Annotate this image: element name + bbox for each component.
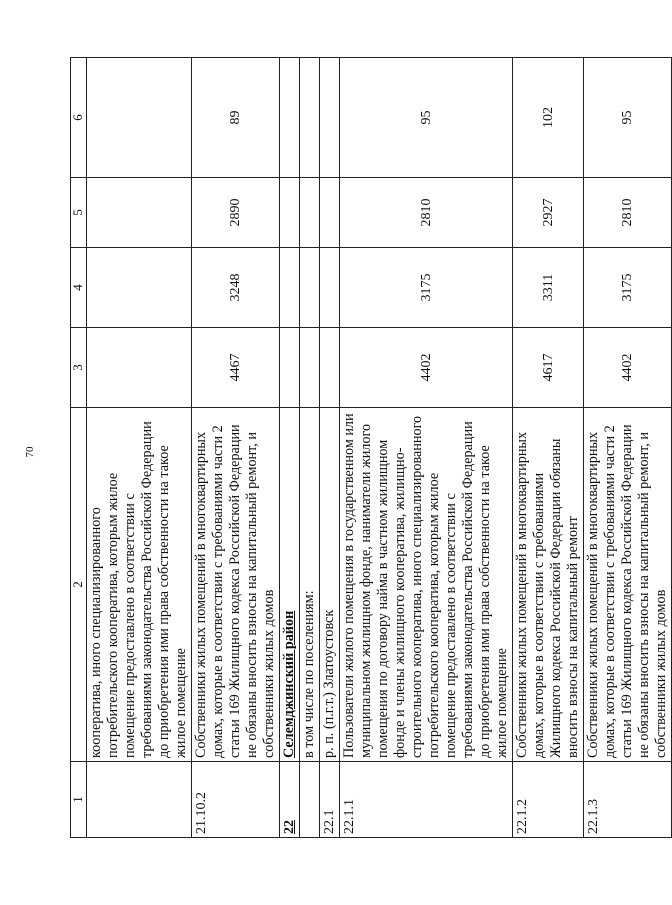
row-c3: 4402	[340, 328, 513, 408]
row-c6: 102	[513, 58, 584, 178]
row-code	[87, 762, 192, 838]
row-text: р. п. (п.г.т.) Златоустовск	[320, 408, 340, 762]
table-row	[192, 58, 280, 838]
row-text: Собственники жилых помещений в многоквартирных домах, которые в соответствии с требованиями Жилищного кодекса Российской Федерации обязаны вносить взносы на капитальный ремонт	[513, 408, 584, 762]
row-c4	[300, 248, 320, 328]
row-text: Собственники жилых помещений в многоквартирных домах, которые в соответствии с требованиями части 2 статьи 169 Жилищного кодекса Российской Федерации не обязаны вносить взносы на капитальный ремонт, и собственники жилых домов	[192, 408, 280, 762]
header-row	[71, 58, 87, 838]
row-c5	[280, 178, 300, 248]
row-c5: 2810	[584, 178, 672, 248]
row-c3: 4467	[192, 328, 280, 408]
row-c5	[87, 178, 192, 248]
row-c5	[320, 178, 340, 248]
row-code: 22.1.1	[340, 762, 513, 838]
table-row	[280, 58, 300, 838]
row-text: в том числе по поселениям:	[300, 408, 320, 762]
row-c5: 2927	[513, 178, 584, 248]
row-c3: 4402	[584, 328, 672, 408]
row-c5: 2890	[192, 178, 280, 248]
row-c5	[300, 178, 320, 248]
row-c6	[320, 58, 340, 178]
row-c6	[300, 58, 320, 178]
row-c4	[280, 248, 300, 328]
row-text: кооператива, иного специализированного потребительского кооператива, которым жилое помещение предоставлено в соответствии с требованиями законодательства Российской Федерации до приобретения ими права собственности на такое жилое помещение	[87, 408, 192, 762]
row-c3	[280, 328, 300, 408]
row-code: 22.1.3	[584, 762, 672, 838]
table-row	[87, 58, 192, 838]
tariff-table	[70, 57, 672, 838]
row-c6: 95	[340, 58, 513, 178]
header-cell: 2	[71, 408, 87, 762]
header-cell: 3	[71, 328, 87, 408]
row-code	[300, 762, 320, 838]
row-code: 22.1	[320, 762, 340, 838]
row-text: Собственники жилых помещений в многоквартирных домах, которые в соответствии с требованиями части 2 статьи 169 Жилищного кодекса Российской Федерации не обязаны вносить взносы на капитальный ремонт, и собственники жилых домов	[584, 408, 672, 762]
table-row	[300, 58, 320, 838]
row-c3	[87, 328, 192, 408]
row-c6: 89	[192, 58, 280, 178]
header-cell: 6	[71, 58, 87, 178]
table-row	[513, 58, 584, 838]
row-c4: 3175	[584, 248, 672, 328]
row-c3	[320, 328, 340, 408]
row-text: Пользователи жилого помещения в государственном или муниципальном жилищном фонде, наниматели жилого помещения по договору найма в частном жилищном фонде и члены жилищного кооператива, жилищно-строительного кооператива, иного специализированного потребительского кооператива, которым жилое помещение предоставлено в соответствии с требованиями законодательства Российской Федерации до приобретения ими права собственности на такое жилое помещение	[340, 408, 513, 762]
row-code: 22	[280, 762, 300, 838]
row-c3	[300, 328, 320, 408]
district-title: Селемджинский район	[280, 408, 300, 762]
header-cell: 1	[71, 762, 87, 838]
row-c4: 3175	[340, 248, 513, 328]
table-row	[584, 58, 672, 838]
header-cell: 4	[71, 248, 87, 328]
row-c6	[280, 58, 300, 178]
row-code: 21.10.2	[192, 762, 280, 838]
header-cell: 5	[71, 178, 87, 248]
row-c6	[87, 58, 192, 178]
rotated-table-wrapper	[70, 58, 669, 838]
row-c4: 3311	[513, 248, 584, 328]
row-c4	[87, 248, 192, 328]
row-c4: 3248	[192, 248, 280, 328]
row-c3: 4617	[513, 328, 584, 408]
table-row	[340, 58, 513, 838]
table-row	[320, 58, 340, 838]
row-code: 22.1.2	[513, 762, 584, 838]
page-number: 70	[24, 446, 36, 458]
row-c4	[320, 248, 340, 328]
row-c6: 95	[584, 58, 672, 178]
row-c5: 2810	[340, 178, 513, 248]
